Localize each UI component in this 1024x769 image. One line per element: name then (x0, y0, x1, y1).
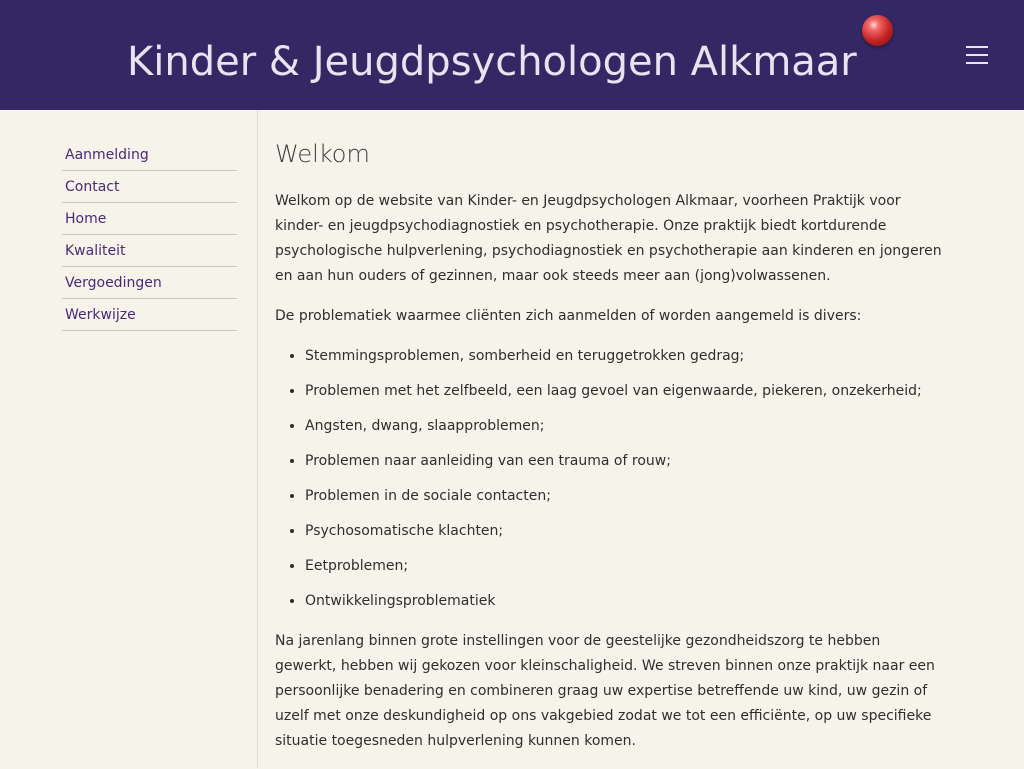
hamburger-line (966, 62, 988, 64)
sidebar-item-werkwijze (62, 299, 237, 331)
list-item: • Ontwikkelingsproblematiek (305, 589, 945, 614)
main-content (275, 136, 945, 769)
sidebar-link-werkwijze[interactable]: Werkwijze (65, 307, 136, 323)
site-header (0, 0, 1024, 110)
list-item: • Angsten, dwang, slaapproblemen; (305, 414, 945, 439)
sidebar-item-kwaliteit (62, 235, 237, 267)
red-sphere-logo-icon (862, 15, 893, 46)
page-heading: Welkom (275, 140, 370, 168)
sidebar-item-vergoedingen (62, 267, 237, 299)
sidebar-item-home (62, 203, 237, 235)
sidebar-link-aanmelding[interactable]: Aanmelding (65, 147, 149, 163)
list-item: • Stemmingsproblemen, somberheid en teruggetrokken gedrag; (305, 344, 945, 369)
list-item: • Problemen met het zelfbeeld, een laag gevoel van eigenwaarde, piekeren, onzekerheid; (305, 379, 945, 404)
sidebar-link-kwaliteit[interactable]: Kwaliteit (65, 243, 126, 259)
list-item: • Psychosomatische klachten; (305, 519, 945, 544)
list-item: • Problemen naar aanleiding van een trauma of rouw; (305, 449, 945, 474)
problems-list (275, 344, 945, 614)
list-item: • Problemen in de sociale contacten; (305, 484, 945, 509)
sidebar-item-contact (62, 171, 237, 203)
hamburger-line (966, 46, 988, 48)
lead-in-paragraph: De problematiek waarmee cliënten zich aanmelden of worden aangemeld is divers: (275, 308, 862, 324)
sidebar-link-contact[interactable]: Contact (65, 179, 120, 195)
intro-paragraph: Welkom op de website van Kinder- en Jeugdpsychologen Alkmaar, voorheen Praktijk voor kinder- en jeugdpsychodiagnostiek en psychotherapie. Onze praktijk biedt kortdurende psychologische hulpverlening, psychodiagnostiek en psychotherapie aan kinderen en jongeren en aan hun ouders of gezinnen, maar ook steeds meer aan (jong)volwassenen. (275, 193, 942, 284)
sidebar-link-home[interactable]: Home (65, 211, 107, 227)
sidebar-link-vergoedingen[interactable]: Vergoedingen (65, 275, 162, 291)
closing-paragraph: Na jarenlang binnen grote instellingen voor de geestelijke gezondheidszorg te hebben gewerkt, hebben wij gekozen voor kleinschaligheid. We streven binnen onze praktijk naar een persoonlijke benadering en combineren graag uw expertise betreffende uw kind, uw gezin of uzelf met onze deskundigheid op ons vakgebied zodat we tot een efficiënte, op uw specifieke situatie toegesneden hulpverlening kunnen komen. (275, 633, 935, 749)
hamburger-menu-icon[interactable] (962, 44, 992, 66)
list-item: • Eetproblemen; (305, 554, 945, 579)
hamburger-line (966, 54, 988, 56)
site-title[interactable]: Kinder & Jeugdpsychologen Alkmaar (127, 39, 857, 85)
sidebar-nav (62, 139, 237, 331)
sidebar-item-aanmelding (62, 139, 237, 171)
